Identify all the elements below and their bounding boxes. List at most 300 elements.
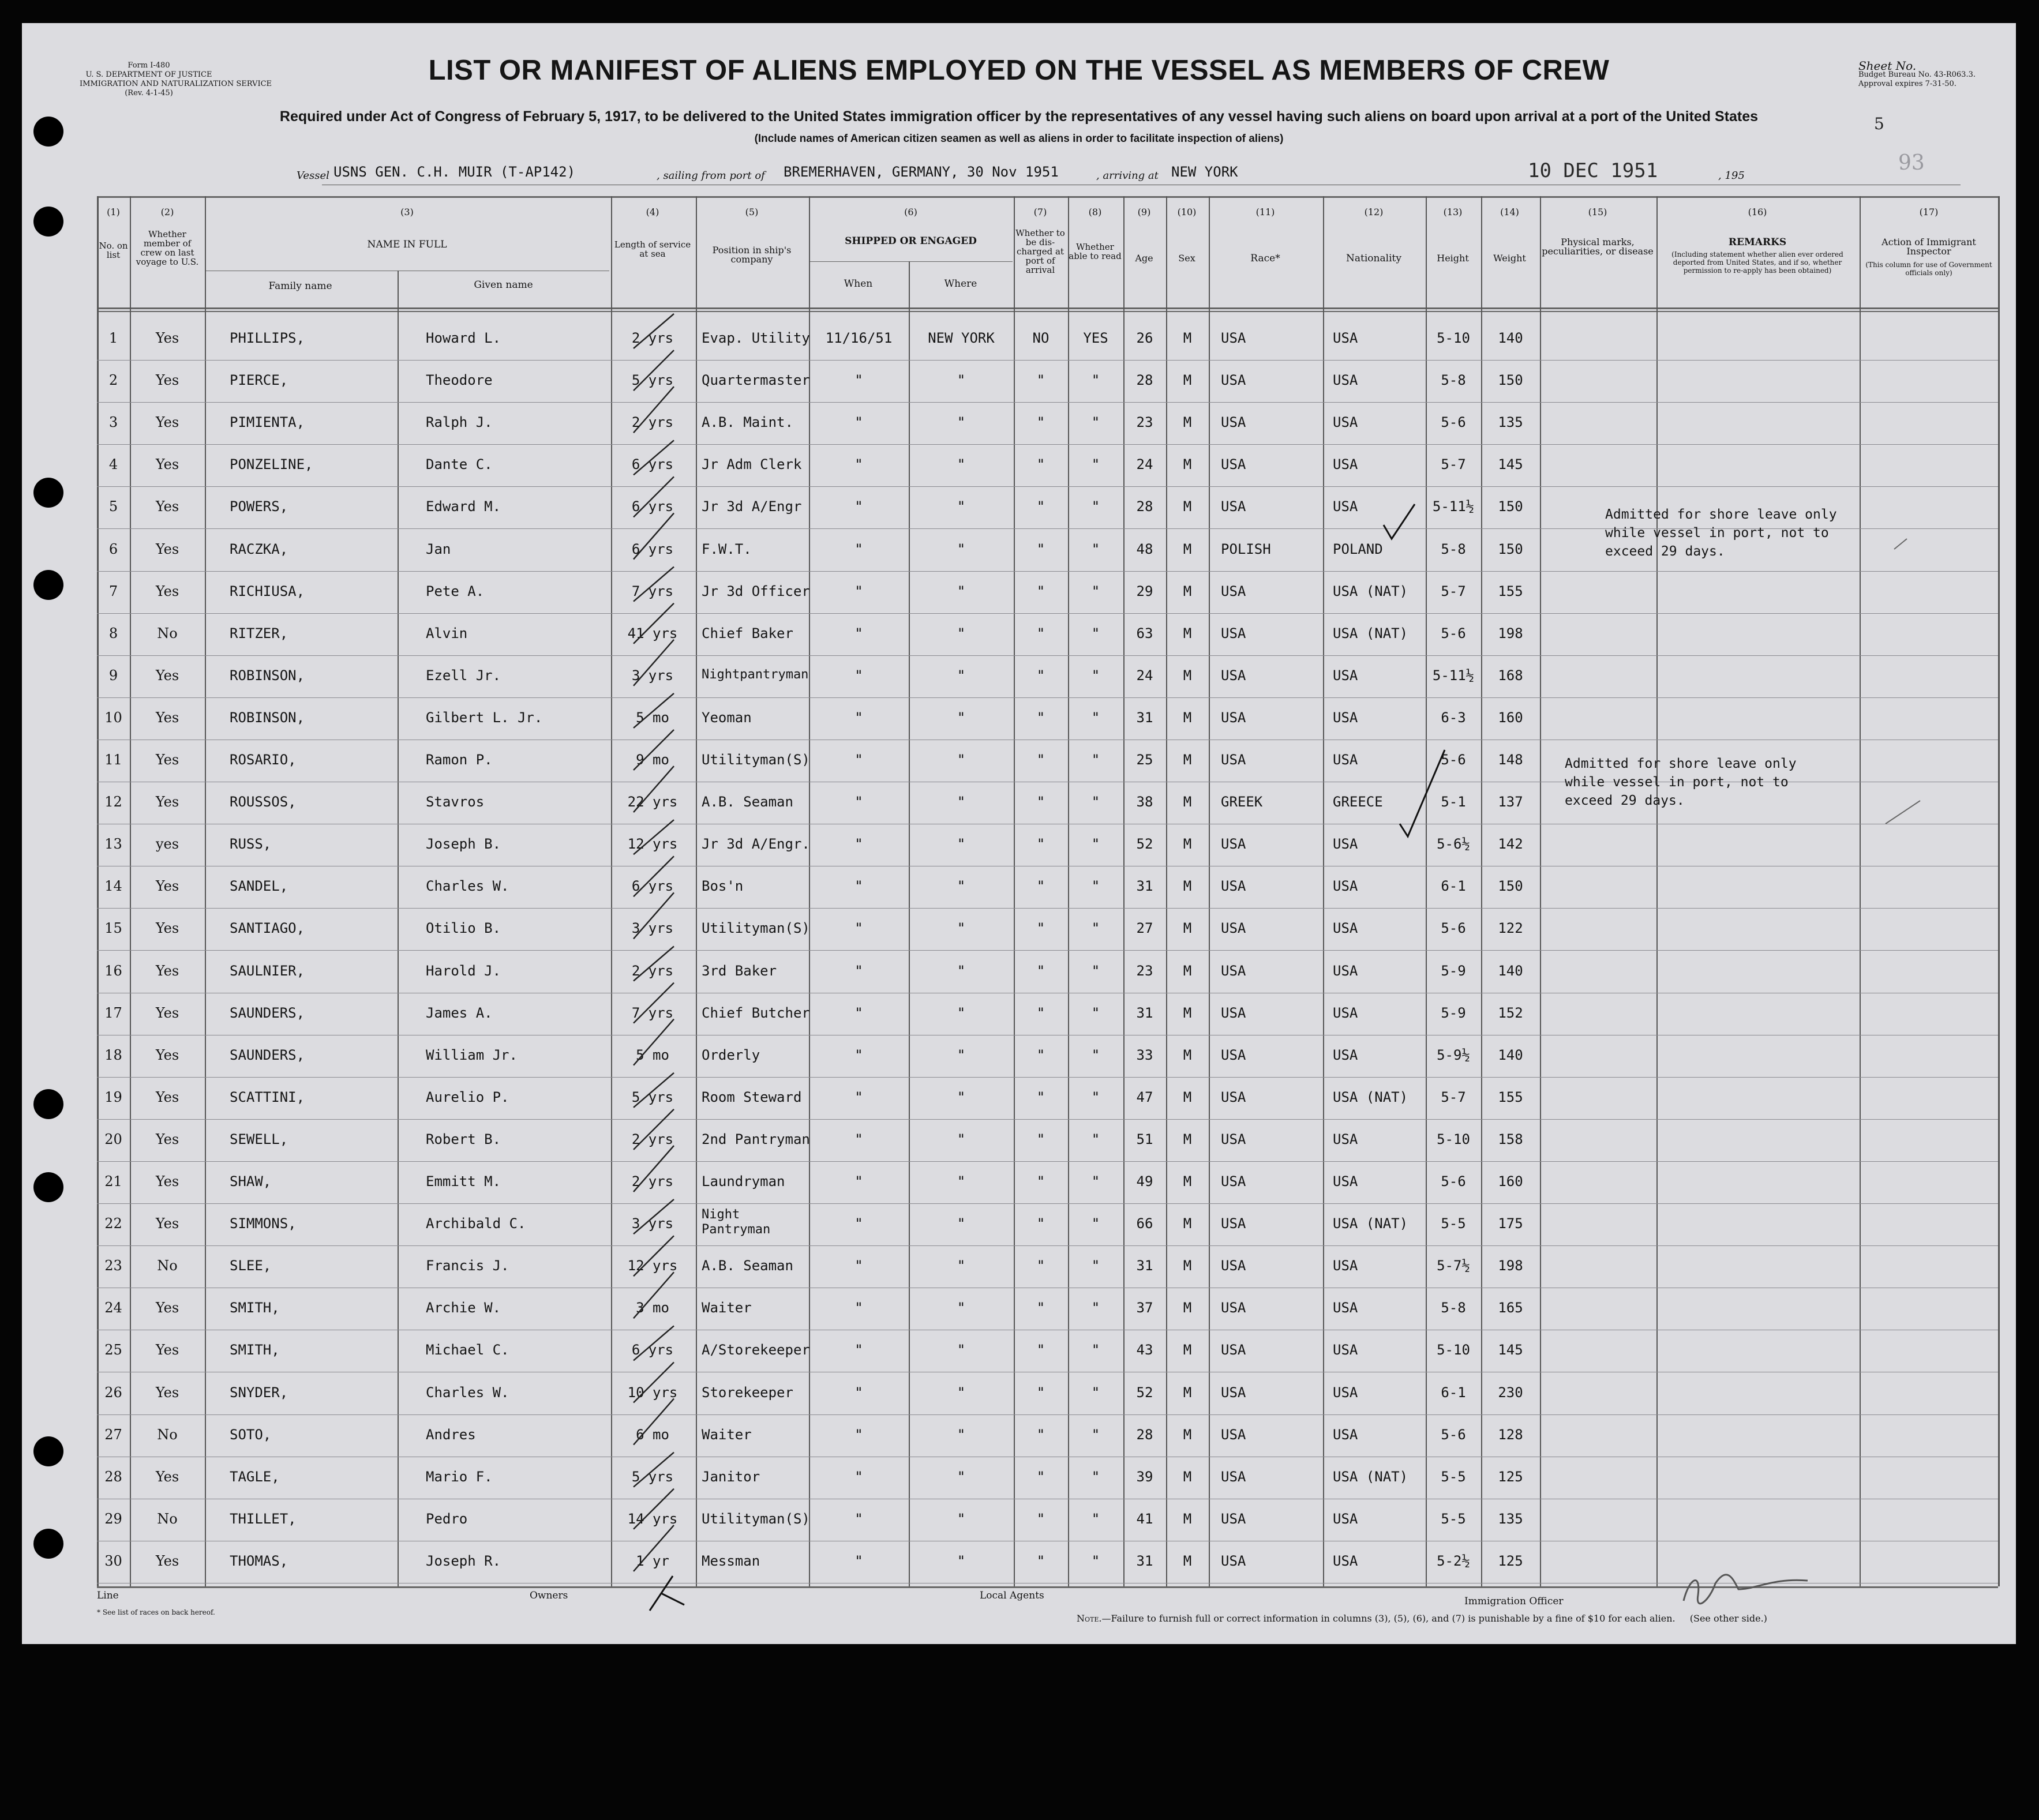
member-crew-cell: No bbox=[157, 1510, 178, 1527]
vessel-name: USNS GEN. C.H. MUIR (T-AP142) bbox=[333, 164, 576, 180]
check-mark-icon bbox=[634, 640, 674, 686]
form-revision: (Rev. 4-1-45) bbox=[125, 89, 173, 97]
row-number: 8 bbox=[108, 625, 118, 641]
hdr-nationality: Nationality bbox=[1346, 253, 1401, 264]
column-number: (13) bbox=[1443, 207, 1463, 217]
able-read-cell: " bbox=[1091, 498, 1100, 515]
member-crew-cell: Yes bbox=[155, 1468, 179, 1485]
check-mark-icon bbox=[634, 350, 674, 391]
given-name-cell: Aurelio P. bbox=[426, 1089, 509, 1105]
age-cell: 52 bbox=[1136, 836, 1153, 853]
hdr-action-sub: (This column for use of Government officials only) bbox=[1865, 261, 1992, 277]
check-mark-icon bbox=[634, 730, 674, 770]
height-cell: 5-10 bbox=[1437, 1342, 1470, 1359]
length-service-cell: 6 yrs bbox=[631, 1342, 674, 1359]
height-cell: 5-5 bbox=[1441, 1215, 1466, 1232]
weight-cell: 122 bbox=[1498, 920, 1523, 937]
check-mark-icon bbox=[634, 1399, 674, 1445]
member-crew-cell: Yes bbox=[155, 752, 179, 768]
footer-line: Line bbox=[97, 1590, 119, 1601]
row-number: 25 bbox=[104, 1342, 122, 1359]
punch-hole bbox=[33, 207, 63, 237]
hdr-length-service: Length of service at sea bbox=[614, 239, 691, 259]
length-service-cell: 5 yrs bbox=[631, 1089, 674, 1105]
check-mark-icon bbox=[634, 820, 674, 854]
check-mark-icon bbox=[634, 567, 674, 602]
position-cell: Waiter bbox=[702, 1300, 752, 1316]
nationality-cell: USA bbox=[1333, 1342, 1358, 1359]
discharged-cell: " bbox=[1036, 583, 1045, 599]
sailing-label: , sailing from port of bbox=[657, 170, 765, 182]
family-name-cell: PONZELINE, bbox=[230, 456, 313, 473]
shipped-where-cell: " bbox=[957, 1468, 966, 1485]
height-cell: 5-6 bbox=[1441, 414, 1466, 431]
age-cell: 31 bbox=[1136, 878, 1153, 895]
given-name-cell: Howard L. bbox=[426, 330, 501, 346]
height-cell: 5-9 bbox=[1441, 1004, 1466, 1021]
family-name-cell: SAULNIER, bbox=[230, 962, 305, 979]
position-cell: A.B. Seaman bbox=[702, 1258, 793, 1274]
discharged-cell: " bbox=[1036, 1426, 1045, 1443]
arriving-at: NEW YORK bbox=[1171, 164, 1238, 180]
nationality-cell: USA bbox=[1333, 962, 1358, 979]
given-name-cell: Stavros bbox=[426, 794, 485, 810]
nationality-cell: USA bbox=[1333, 414, 1358, 431]
check-mark-icon bbox=[634, 314, 674, 348]
hdr-name-in-full: NAME IN FULL bbox=[367, 239, 447, 250]
able-read-cell: " bbox=[1091, 1384, 1100, 1401]
length-service-cell: 3 yrs bbox=[631, 667, 674, 684]
check-mark-icon bbox=[634, 1363, 674, 1403]
given-name-cell: Pete A. bbox=[426, 583, 485, 599]
family-name-cell: THOMAS, bbox=[230, 1552, 288, 1569]
nationality-cell: USA bbox=[1333, 1131, 1358, 1147]
length-service-cell: 2 yrs bbox=[631, 1173, 674, 1189]
family-name-cell: RUSS, bbox=[230, 836, 272, 853]
able-read-cell: " bbox=[1091, 372, 1100, 389]
weight-cell: 155 bbox=[1498, 583, 1523, 599]
sex-cell: M bbox=[1183, 372, 1192, 389]
family-name-cell: THILLET, bbox=[230, 1510, 297, 1527]
nationality-cell: USA bbox=[1333, 836, 1358, 853]
row-number: 24 bbox=[104, 1300, 122, 1316]
nationality-cell: USA bbox=[1333, 709, 1358, 726]
family-name-cell: SCATTINI, bbox=[230, 1089, 305, 1105]
length-service-cell: 5 mo bbox=[636, 1046, 669, 1063]
hdr-position: Position in ship's company bbox=[712, 245, 792, 265]
able-read-cell: " bbox=[1091, 1131, 1100, 1147]
length-service-cell: 2 yrs bbox=[631, 962, 674, 979]
length-service-cell: 6 yrs bbox=[631, 498, 674, 515]
discharged-cell: " bbox=[1036, 794, 1045, 810]
shipped-where-cell: " bbox=[957, 1215, 966, 1232]
discharged-cell: " bbox=[1036, 1342, 1045, 1359]
length-service-cell: 2 yrs bbox=[631, 1131, 674, 1147]
weight-cell: 160 bbox=[1498, 1173, 1523, 1189]
age-cell: 41 bbox=[1136, 1510, 1153, 1527]
race-cell: USA bbox=[1221, 330, 1246, 346]
row-number: 28 bbox=[104, 1468, 122, 1485]
member-crew-cell: Yes bbox=[155, 1342, 179, 1359]
position-cell: Utilityman(S) bbox=[702, 920, 810, 937]
sex-cell: M bbox=[1183, 1384, 1192, 1401]
sex-cell: M bbox=[1183, 1468, 1192, 1485]
shipped-when-cell: " bbox=[854, 794, 863, 810]
given-name-cell: Francis J. bbox=[426, 1258, 509, 1274]
race-cell: USA bbox=[1221, 583, 1246, 599]
shipped-when-cell: " bbox=[854, 836, 863, 853]
shipped-where-cell: " bbox=[957, 1552, 966, 1569]
age-cell: 52 bbox=[1136, 1384, 1153, 1401]
see-other-side: (See other side.) bbox=[1689, 1613, 1767, 1624]
position-cell: Jr 3d A/Engr. bbox=[702, 836, 810, 853]
nationality-cell: GREECE bbox=[1333, 794, 1383, 810]
given-name-cell: Emmitt M. bbox=[426, 1173, 501, 1189]
nationality-cell: POLAND bbox=[1333, 541, 1383, 557]
shipped-where-cell: " bbox=[957, 709, 966, 726]
check-mark-icon bbox=[634, 1146, 674, 1192]
member-crew-cell: Yes bbox=[155, 1046, 179, 1063]
member-crew-cell: Yes bbox=[155, 583, 179, 599]
length-service-cell: 1 yr bbox=[636, 1552, 669, 1569]
hdr-action: Action of Immigrant Inspector bbox=[1881, 237, 1976, 257]
column-number: (2) bbox=[160, 207, 174, 217]
family-name-cell: ROUSSOS, bbox=[230, 794, 297, 810]
stamp-number: 93 bbox=[1898, 151, 1925, 175]
shipped-where-cell: " bbox=[957, 878, 966, 895]
family-name-cell: ROBINSON, bbox=[230, 667, 305, 684]
able-read-cell: " bbox=[1091, 541, 1100, 557]
height-cell: 5-8 bbox=[1441, 372, 1466, 389]
discharged-cell: " bbox=[1036, 878, 1045, 895]
weight-cell: 140 bbox=[1498, 330, 1523, 346]
position-cell: A.B. Seaman bbox=[702, 794, 793, 810]
race-cell: USA bbox=[1221, 878, 1246, 895]
shipped-where-cell: " bbox=[957, 1300, 966, 1316]
sex-cell: M bbox=[1183, 1258, 1192, 1274]
shipped-where-cell: " bbox=[957, 372, 966, 389]
height-cell: 5-9 bbox=[1441, 962, 1466, 979]
position-cell: Quartermaster bbox=[702, 372, 810, 389]
position-cell: Room Steward bbox=[702, 1089, 802, 1105]
position-cell: 2nd Pantryman bbox=[702, 1131, 810, 1147]
member-crew-cell: Yes bbox=[155, 667, 179, 684]
given-name-cell: Jan bbox=[426, 541, 451, 557]
shipped-where-cell: " bbox=[957, 541, 966, 557]
check-mark-icon bbox=[634, 1019, 674, 1065]
race-cell: GREEK bbox=[1221, 794, 1263, 810]
check-mark-icon bbox=[634, 1109, 674, 1150]
height-cell: 5-6 bbox=[1441, 1426, 1466, 1443]
shipped-where-cell: " bbox=[957, 456, 966, 473]
family-name-cell: RICHIUSA, bbox=[230, 583, 305, 599]
sheet-no-label: Sheet No. bbox=[1858, 59, 1917, 73]
weight-cell: 150 bbox=[1498, 372, 1523, 389]
shipped-when-cell: " bbox=[854, 498, 863, 515]
form-number: Form I-480 bbox=[128, 61, 170, 70]
sex-cell: M bbox=[1183, 752, 1192, 768]
shipped-where-cell: " bbox=[957, 498, 966, 515]
discharged-cell: " bbox=[1036, 836, 1045, 853]
races-note: * See list of races on back hereof. bbox=[97, 1608, 215, 1616]
race-cell: USA bbox=[1221, 414, 1246, 431]
weight-cell: 165 bbox=[1498, 1300, 1523, 1316]
discharged-cell: " bbox=[1036, 1258, 1045, 1274]
discharged-cell: " bbox=[1036, 456, 1045, 473]
punch-hole bbox=[33, 1089, 63, 1119]
family-name-cell: SIMMONS, bbox=[230, 1215, 297, 1232]
race-cell: POLISH bbox=[1221, 541, 1271, 557]
remark-shore-leave-1: Admitted for shore leave only while vessel in port, not to exceed 29 days. bbox=[1605, 507, 1837, 559]
discharged-cell: " bbox=[1036, 414, 1045, 431]
member-crew-cell: Yes bbox=[155, 1552, 179, 1569]
punch-hole bbox=[33, 570, 63, 600]
race-cell: USA bbox=[1221, 1258, 1246, 1274]
position-cell: A.B. Maint. bbox=[702, 414, 793, 431]
column-number: (11) bbox=[1255, 207, 1275, 217]
race-cell: USA bbox=[1221, 962, 1246, 979]
weight-cell: 150 bbox=[1498, 498, 1523, 515]
family-name-cell: SHAW, bbox=[230, 1173, 272, 1189]
age-cell: 31 bbox=[1136, 1258, 1153, 1274]
shipped-when-cell: " bbox=[854, 1552, 863, 1569]
weight-cell: 155 bbox=[1498, 1089, 1523, 1105]
discharged-cell: NO bbox=[1032, 330, 1050, 346]
weight-cell: 140 bbox=[1498, 1046, 1523, 1063]
given-name-cell: Otilio B. bbox=[426, 920, 501, 937]
nationality-cell: USA bbox=[1333, 1046, 1358, 1063]
length-service-cell: 41 yrs bbox=[627, 625, 678, 641]
able-read-cell: " bbox=[1091, 625, 1100, 641]
length-service-cell: 10 yrs bbox=[627, 1384, 678, 1401]
hdr-age: Age bbox=[1135, 253, 1153, 264]
sex-cell: M bbox=[1183, 1173, 1192, 1189]
shipped-when-cell: " bbox=[854, 1089, 863, 1105]
able-read-cell: " bbox=[1091, 456, 1100, 473]
sex-cell: M bbox=[1183, 1552, 1192, 1569]
age-cell: 23 bbox=[1136, 962, 1153, 979]
family-name-cell: RITZER, bbox=[230, 625, 288, 641]
row-number: 23 bbox=[104, 1258, 122, 1274]
nationality-cell: USA bbox=[1333, 1004, 1358, 1021]
shipped-when-cell: " bbox=[854, 625, 863, 641]
check-mark-icon bbox=[634, 1525, 674, 1571]
height-cell: 5-11½ bbox=[1432, 498, 1475, 515]
page-title: LIST OR MANIFEST OF ALIENS EMPLOYED ON THE VESSEL AS MEMBERS OF CREW bbox=[428, 55, 1610, 86]
service: IMMIGRATION AND NATURALIZATION SERVICE bbox=[80, 80, 272, 88]
weight-cell: 150 bbox=[1498, 541, 1523, 557]
weight-cell: 230 bbox=[1498, 1384, 1523, 1401]
height-cell: 5-7 bbox=[1441, 583, 1466, 599]
length-service-cell: 7 yrs bbox=[631, 583, 674, 599]
weight-cell: 128 bbox=[1498, 1426, 1523, 1443]
given-name-cell: Mario F. bbox=[426, 1468, 493, 1485]
hdr-weight: Weight bbox=[1493, 253, 1526, 264]
age-cell: 31 bbox=[1136, 1552, 1153, 1569]
member-crew-cell: Yes bbox=[155, 1384, 179, 1401]
age-cell: 47 bbox=[1136, 1089, 1153, 1105]
race-cell: USA bbox=[1221, 1131, 1246, 1147]
position-cell: Chief Butcher bbox=[702, 1004, 810, 1021]
check-mark-icon bbox=[634, 766, 674, 812]
discharged-cell: " bbox=[1036, 372, 1045, 389]
height-cell: 5-7 bbox=[1441, 456, 1466, 473]
row-number: 22 bbox=[104, 1215, 122, 1232]
position-cell: Jr Adm Clerk bbox=[702, 456, 802, 473]
length-service-cell: 12 yrs bbox=[627, 836, 678, 853]
weight-cell: 150 bbox=[1498, 878, 1523, 895]
shipped-when-cell: " bbox=[854, 1215, 863, 1232]
weight-cell: 142 bbox=[1498, 836, 1523, 853]
able-read-cell: " bbox=[1091, 1258, 1100, 1274]
family-name-cell: SANDEL, bbox=[230, 878, 288, 895]
able-read-cell: " bbox=[1091, 1046, 1100, 1063]
row-number: 1 bbox=[108, 330, 118, 346]
shipped-where-cell: " bbox=[957, 1384, 966, 1401]
family-name-cell: SMITH, bbox=[230, 1300, 280, 1316]
sex-cell: M bbox=[1183, 1089, 1192, 1105]
column-number: (15) bbox=[1588, 207, 1607, 217]
row-number: 13 bbox=[104, 836, 122, 853]
weight-cell: 125 bbox=[1498, 1552, 1523, 1569]
discharged-cell: " bbox=[1036, 541, 1045, 557]
able-read-cell: " bbox=[1091, 414, 1100, 431]
column-number: (4) bbox=[646, 207, 659, 217]
race-cell: USA bbox=[1221, 1089, 1246, 1105]
race-cell: USA bbox=[1221, 625, 1246, 641]
date-stamp: 10 DEC 1951 bbox=[1528, 159, 1658, 182]
age-cell: 31 bbox=[1136, 709, 1153, 726]
nationality-cell: USA bbox=[1333, 878, 1358, 895]
shipped-where-cell: " bbox=[957, 1089, 966, 1105]
member-crew-cell: Yes bbox=[155, 920, 179, 937]
column-number: (8) bbox=[1088, 207, 1102, 217]
position-cell: Janitor bbox=[702, 1468, 760, 1485]
punch-hole bbox=[33, 117, 63, 147]
discharged-cell: " bbox=[1036, 1004, 1045, 1021]
shipped-when-cell: " bbox=[854, 1300, 863, 1316]
nationality-cell: USA bbox=[1333, 1300, 1358, 1316]
position-cell: Nightpantryman bbox=[702, 667, 809, 682]
weight-cell: 198 bbox=[1498, 1258, 1523, 1274]
row-number: 6 bbox=[108, 541, 118, 557]
hdr-physical: Physical marks, peculiarities, or disease bbox=[1542, 237, 1654, 257]
shipped-where-cell: " bbox=[957, 1046, 966, 1063]
length-service-cell: 6 yrs bbox=[631, 878, 674, 895]
age-cell: 29 bbox=[1136, 583, 1153, 599]
weight-cell: 158 bbox=[1498, 1131, 1523, 1147]
column-number: (7) bbox=[1033, 207, 1047, 217]
sex-cell: M bbox=[1183, 878, 1192, 895]
shipped-where-cell: " bbox=[957, 920, 966, 937]
able-read-cell: " bbox=[1091, 1468, 1100, 1485]
row-number: 4 bbox=[108, 456, 118, 473]
race-cell: USA bbox=[1221, 752, 1246, 768]
row-number: 30 bbox=[104, 1552, 122, 1569]
family-name-cell: SNYDER, bbox=[230, 1384, 288, 1401]
shipped-when-cell: " bbox=[854, 1426, 863, 1443]
note-label: Note. bbox=[1077, 1613, 1102, 1624]
sailing-from: BREMERHAVEN, GERMANY, 30 Nov 1951 bbox=[784, 164, 1059, 180]
family-name-cell: SLEE, bbox=[230, 1258, 272, 1274]
sex-cell: M bbox=[1183, 920, 1192, 937]
weight-cell: 198 bbox=[1498, 625, 1523, 641]
hdr-sex: Sex bbox=[1178, 253, 1195, 264]
member-crew-cell: Yes bbox=[155, 541, 179, 557]
shipped-where-cell: " bbox=[957, 1004, 966, 1021]
nationality-cell: USA bbox=[1333, 1552, 1358, 1569]
able-read-cell: YES bbox=[1083, 330, 1108, 346]
department: U. S. DEPARTMENT OF JUSTICE bbox=[85, 70, 212, 79]
row-number: 3 bbox=[108, 414, 118, 431]
shipped-where-cell: " bbox=[957, 1426, 966, 1443]
column-number: (10) bbox=[1177, 207, 1197, 217]
shipped-where-cell: " bbox=[957, 1342, 966, 1359]
row-number: 20 bbox=[104, 1131, 122, 1147]
able-read-cell: " bbox=[1091, 836, 1100, 853]
able-read-cell: " bbox=[1091, 1089, 1100, 1105]
able-read-cell: " bbox=[1091, 1552, 1100, 1569]
hdr-shipped: SHIPPED OR ENGAGED bbox=[845, 235, 977, 247]
footer-officer: Immigration Officer bbox=[1464, 1596, 1564, 1607]
shipped-when-cell: " bbox=[854, 1004, 863, 1021]
length-service-cell: 3 mo bbox=[636, 1300, 669, 1316]
budget-bureau: Budget Bureau No. 43-R063.3. bbox=[1858, 70, 1976, 79]
able-read-cell: " bbox=[1091, 1173, 1100, 1189]
height-cell: 5-5 bbox=[1441, 1468, 1466, 1485]
height-cell: 5-6 bbox=[1441, 920, 1466, 937]
family-name-cell: SEWELL, bbox=[230, 1131, 288, 1147]
member-crew-cell: Yes bbox=[155, 962, 179, 979]
footer-agents: Local Agents bbox=[980, 1590, 1044, 1601]
age-cell: 49 bbox=[1136, 1173, 1153, 1189]
given-name-cell: Gilbert L. Jr. bbox=[426, 709, 543, 726]
family-name-cell: POWERS, bbox=[230, 498, 288, 515]
sex-cell: M bbox=[1183, 1215, 1192, 1232]
check-mark-icon bbox=[634, 1272, 674, 1318]
height-cell: 5-6 bbox=[1441, 752, 1466, 768]
weight-cell: 135 bbox=[1498, 414, 1523, 431]
shipped-when-cell: " bbox=[854, 878, 863, 895]
check-mark-icon bbox=[634, 856, 674, 896]
race-cell: USA bbox=[1221, 1046, 1246, 1063]
nationality-cell: USA bbox=[1333, 1384, 1358, 1401]
age-cell: 24 bbox=[1136, 456, 1153, 473]
length-service-cell: 6 yrs bbox=[631, 456, 674, 473]
race-cell: USA bbox=[1221, 1004, 1246, 1021]
length-service-cell: 2 yrs bbox=[631, 330, 674, 346]
able-read-cell: " bbox=[1091, 794, 1100, 810]
shipped-where-cell: " bbox=[957, 962, 966, 979]
shipped-when-cell: " bbox=[854, 583, 863, 599]
height-cell: 6-1 bbox=[1441, 1384, 1466, 1401]
position-cell: Night Pantryman bbox=[702, 1207, 771, 1237]
nationality-cell: USA (NAT) bbox=[1333, 1215, 1408, 1232]
age-cell: 63 bbox=[1136, 625, 1153, 641]
position-cell: Chief Baker bbox=[702, 625, 793, 641]
check-mark-icon bbox=[634, 693, 674, 728]
discharged-cell: " bbox=[1036, 1046, 1045, 1063]
shipped-when-cell: " bbox=[854, 372, 863, 389]
length-service-cell: 12 yrs bbox=[627, 1258, 678, 1274]
able-read-cell: " bbox=[1091, 1510, 1100, 1527]
able-read-cell: " bbox=[1091, 920, 1100, 937]
given-name-cell: Andres bbox=[426, 1426, 476, 1443]
height-cell: 5-6 bbox=[1441, 1173, 1466, 1189]
shipped-when-cell: " bbox=[854, 1046, 863, 1063]
shipped-when-cell: " bbox=[854, 456, 863, 473]
race-cell: USA bbox=[1221, 1468, 1246, 1485]
